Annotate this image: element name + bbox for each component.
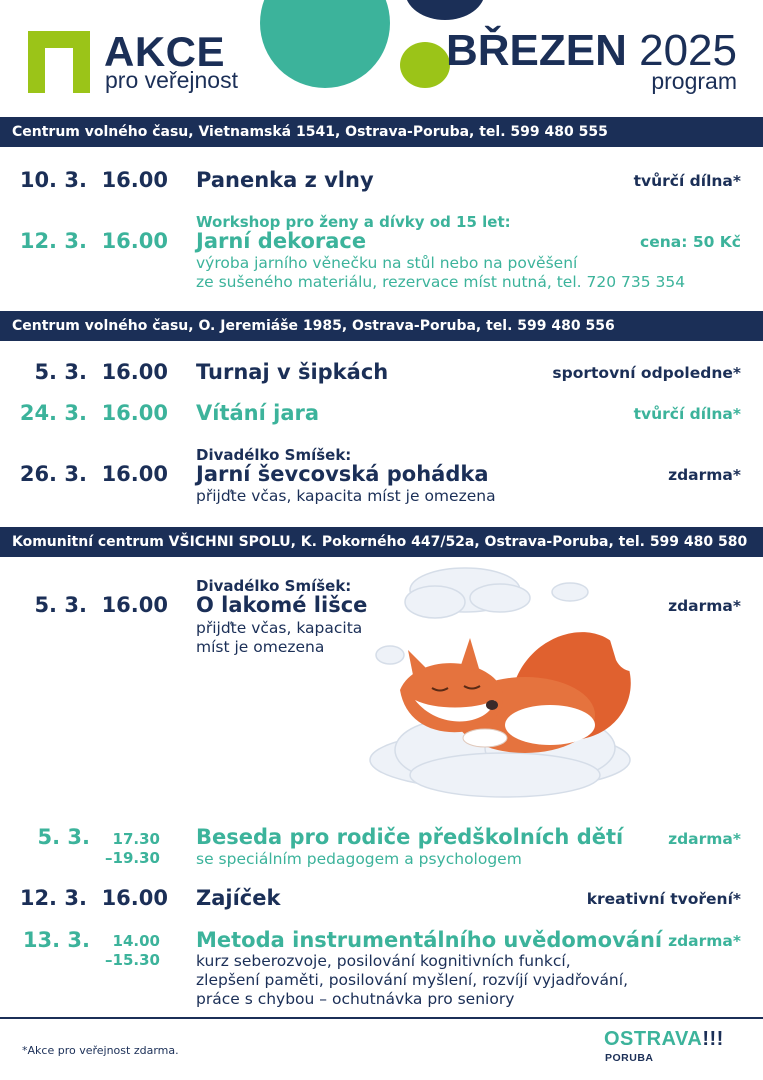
event-description: přijďte včas, kapacita míst je omezena bbox=[196, 487, 496, 505]
event-date: 12. 3. 16.00 bbox=[19, 229, 168, 253]
event-tag: tvůrčí dílna* bbox=[633, 172, 741, 190]
decor-circle-lime bbox=[400, 42, 450, 88]
event-date: 10. 3. 16.00 bbox=[19, 168, 168, 192]
month-subtitle: program bbox=[651, 68, 737, 94]
venue-bar: Centrum volného času, Vietnamská 1541, Ostrava-Poruba, tel. 599 480 555 bbox=[0, 117, 763, 147]
event-date: 24. 3. 16.00 bbox=[19, 401, 168, 425]
ostrava-logo: OSTRAVA!!! bbox=[604, 1028, 724, 1050]
decor-circle-navy bbox=[405, 0, 485, 20]
event-date: 5. 3. 16.00 bbox=[34, 593, 168, 617]
event-description: výroba jarního věnečku na stůl nebo na pověšení ze sušeného materiálu, rezervace míst nutná, tel. 720 735 354 bbox=[196, 254, 686, 291]
sleeping-fox-icon bbox=[360, 560, 660, 820]
event-title: Beseda pro rodiče předškolních dětí bbox=[196, 825, 624, 849]
event-tag: sportovní odpoledne* bbox=[552, 364, 741, 382]
event-date: 12. 3. 16.00 bbox=[19, 886, 168, 910]
event-tag: zdarma* bbox=[668, 466, 741, 484]
brand-subtitle: pro veřejnost bbox=[105, 67, 238, 93]
venue-bar: Centrum volného času, O. Jeremiáše 1985, Ostrava-Poruba, tel. 599 480 556 bbox=[0, 311, 763, 341]
month-name: BŘEZEN bbox=[445, 26, 627, 75]
event-description: se speciálním pedagogem a psychologem bbox=[196, 850, 522, 868]
event-date: 5. 3. bbox=[37, 825, 90, 849]
brand-title: AKCE bbox=[104, 28, 226, 75]
event-title: Zajíček bbox=[196, 886, 281, 910]
event-description: přijďte včas, kapacita míst je omezena bbox=[196, 619, 363, 656]
event-title: Jarní ševcovská pohádka bbox=[196, 462, 489, 486]
footnote: *Akce pro veřejnost zdarma. bbox=[22, 1044, 179, 1057]
event-time-range: 14.00 –15.30 bbox=[105, 932, 160, 969]
event-tag: tvůrčí dílna* bbox=[633, 405, 741, 423]
event-date: 13. 3. bbox=[22, 928, 90, 952]
venue-bar: Komunitní centrum VŠICHNI SPOLU, K. Pokorného 447/52a, Ostrava-Poruba, tel. 599 480 580 bbox=[0, 527, 763, 557]
event-description: kurz seberozvoje, posilování kognitivních funkcí, zlepšení paměti, posilování myšlení, rozvíjí vyjadřování, práce s chybou – ochutnávka pro seniory bbox=[196, 952, 628, 1008]
district-label: PORUBA bbox=[605, 1052, 654, 1064]
event-pretitle: Divadélko Smíšek: bbox=[196, 577, 352, 595]
event-pretitle: Workshop pro ženy a dívky od 15 let: bbox=[196, 213, 511, 231]
event-time-range: 17.30 –19.30 bbox=[105, 830, 160, 867]
footer-divider bbox=[0, 1017, 763, 1019]
event-tag: kreativní tvoření* bbox=[586, 890, 741, 908]
event-tag: zdarma* bbox=[668, 830, 741, 848]
event-title: Vítání jara bbox=[196, 401, 320, 425]
event-date: 5. 3. 16.00 bbox=[34, 360, 168, 384]
event-title: Panenka z vlny bbox=[196, 168, 374, 192]
decor-circle-teal bbox=[260, 0, 390, 88]
event-title: Turnaj v šipkách bbox=[196, 360, 389, 384]
year: 2025 bbox=[639, 26, 737, 75]
event-tag: cena: 50 Kč bbox=[640, 233, 741, 251]
event-title: Metoda instrumentálního uvědomování bbox=[196, 928, 663, 952]
event-title: Jarní dekorace bbox=[196, 229, 367, 253]
event-date: 26. 3. 16.00 bbox=[19, 462, 168, 486]
event-title: O lakomé lišce bbox=[196, 593, 368, 617]
event-pretitle: Divadélko Smíšek: bbox=[196, 446, 352, 464]
event-tag: zdarma* bbox=[668, 597, 741, 615]
event-tag: zdarma* bbox=[668, 932, 741, 950]
logo-n-icon bbox=[28, 31, 90, 93]
